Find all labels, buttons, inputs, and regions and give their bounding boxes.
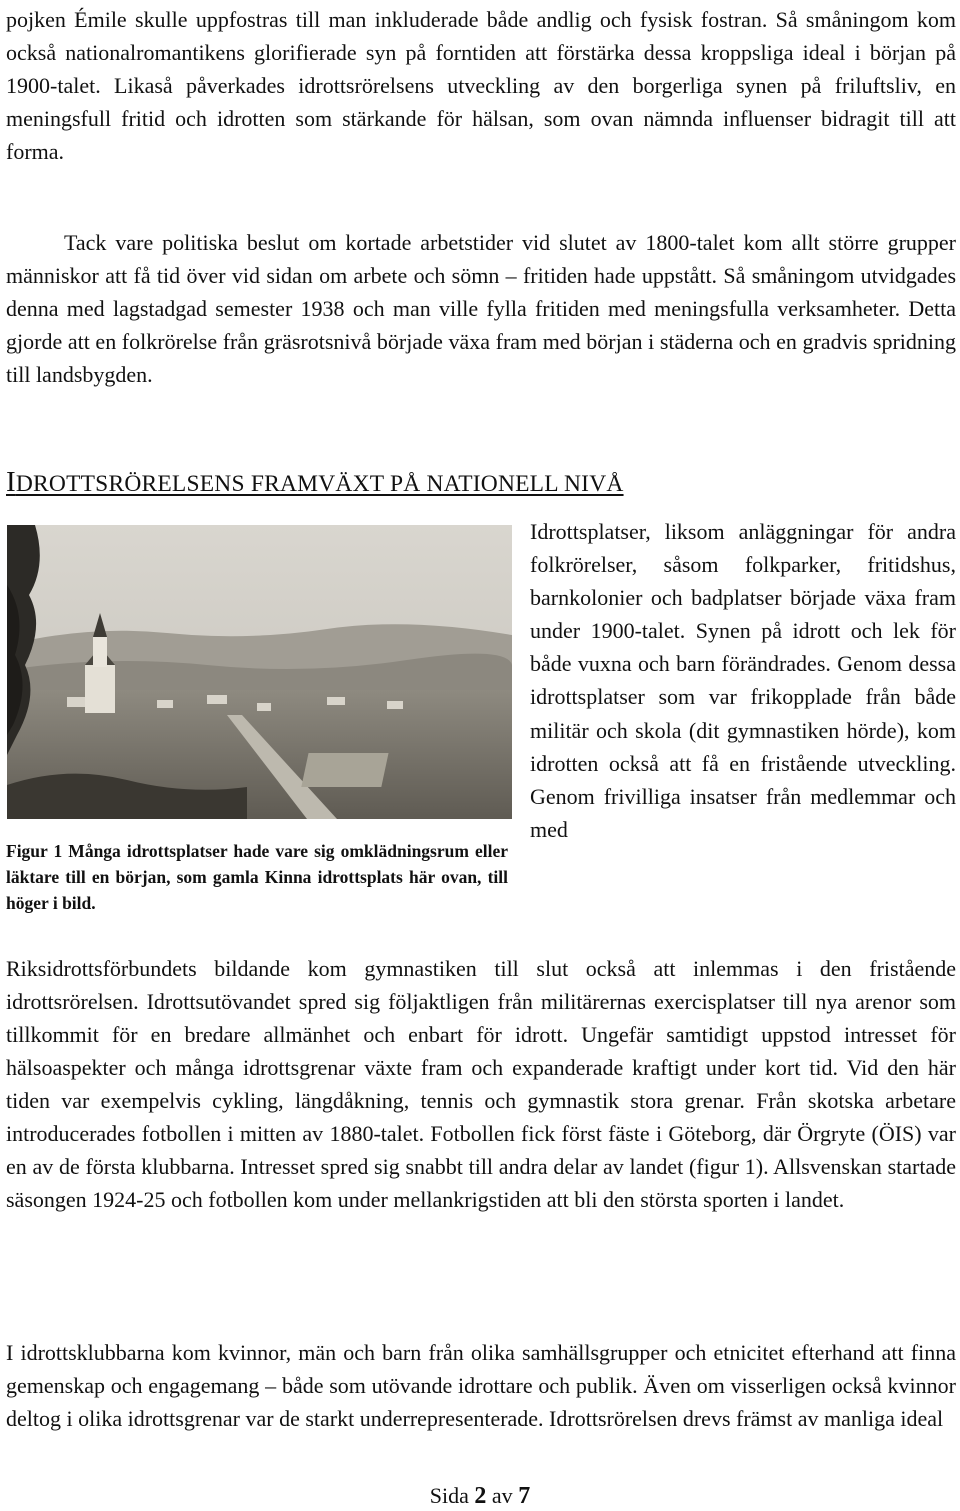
paragraph-2: Tack vare politiska beslut om kortade arbetstider vid slutet av 1800-talet kom allt större grupper människor att få tid över vid sidan om arbete och sömn – fritiden hade uppstått. Så småningom utvidgades denna med lagstadgad semester 1938 och man ville fylla fritiden med meningsfulla verksamheter. Detta gjorde att en folkrörelse från gräsrotsnivå började växa fram med början i städerna och en gradvis spridning till landsbygden. xyxy=(6,230,956,387)
paragraph-1: pojken Émile skulle uppfostras till man inkluderade både andlig och fysisk fostran. Så småningom kom också nationalromantikens glorifierade syn på forntiden att förstärka dessa kroppsliga ideal i början på 1900-talet. Likaså påverkades idrottsrörelsens utveckling av den borgerliga synen på friluftsliv, en meningsfull fritid och idrotten som stärkande för hälsan, som ovan nämnda influenser bidragit till att forma. xyxy=(6,7,956,164)
page-number xyxy=(0,1481,960,1511)
page-number-total: 7 xyxy=(518,1483,531,1509)
heading-initial: I xyxy=(6,466,16,498)
paragraph-3-side-column: Idrottsplatser, liksom anläggningar för andra folkrörelser, såsom folkparker, fritidshus, barnkolonier och badplatser började växa fram under 1900-talet. Synen på idrott och lek för både vuxna och barn förändrades. Genom dessa idrottsplatser som var frikopplade från både militär och skola (dit gymnastiken hörde), kom idrotten också att få en fristående utveckling. Genom frivilliga insatser från medlemmar och med xyxy=(530,519,956,842)
page-number-current: 2 xyxy=(474,1483,487,1509)
paragraph-4: Riksidrottsförbundets bildande kom gymnastiken till slut också att inlemmas i den fristående idrottsrörelsen. Idrottsutövandet spred sig följaktligen från militärernas exercisplatser till nya arenor som tillkommit för en bredare allmänhet och enbart för idrott. Ungefär samtidigt uppstod intresset för hälsoaspekter och många idrottsgrenar växte fram och expanderade kraftigt under kort tid. Vid den här tiden var exempelvis cykling, längdåkning, tennis och gymnastik stora grenar. Från skotska arbetare introducerades fotbollen i mitten av 1880-talet. Fotbollen fick först fäste i Göteborg, där Örgryte (ÖIS) var en av de första klubbarna. Intresset spred sig snabbt till andra delar av landet (figur 1). Allsvenskan startade säsongen 1924-25 och fotbollen kom under mellankrigstiden att bli den största sporten i landet. xyxy=(6,956,956,1212)
section-heading xyxy=(6,465,624,501)
figure-caption: Figur 1 Många idrottsplatser hade vare sig omklädningsrum eller läktare till en början, som gamla Kinna idrottsplats här ovan, till höger i bild. xyxy=(6,841,508,913)
photo-illustration xyxy=(7,525,512,819)
page-number-prefix: Sida xyxy=(429,1483,475,1508)
paragraph-5: I idrottsklubbarna kom kvinnor, män och barn från olika samhällsgrupper och etnicitet efterhand att finna gemenskap och engagemang – både som utövande idrottare och publik. Även om visserligen också kvinnor deltog i olika idrottsgrenar var de starkt underrepresenterade. Idrottsrörelsen drevs främst av manliga ideal xyxy=(6,1340,956,1431)
heading-rest: DROTTSRÖRELSENS FRAMVÄXT PÅ NATIONELL NIVÅ xyxy=(15,471,624,497)
page-number-middle: av xyxy=(486,1483,519,1508)
historic-town-photo xyxy=(7,525,512,819)
